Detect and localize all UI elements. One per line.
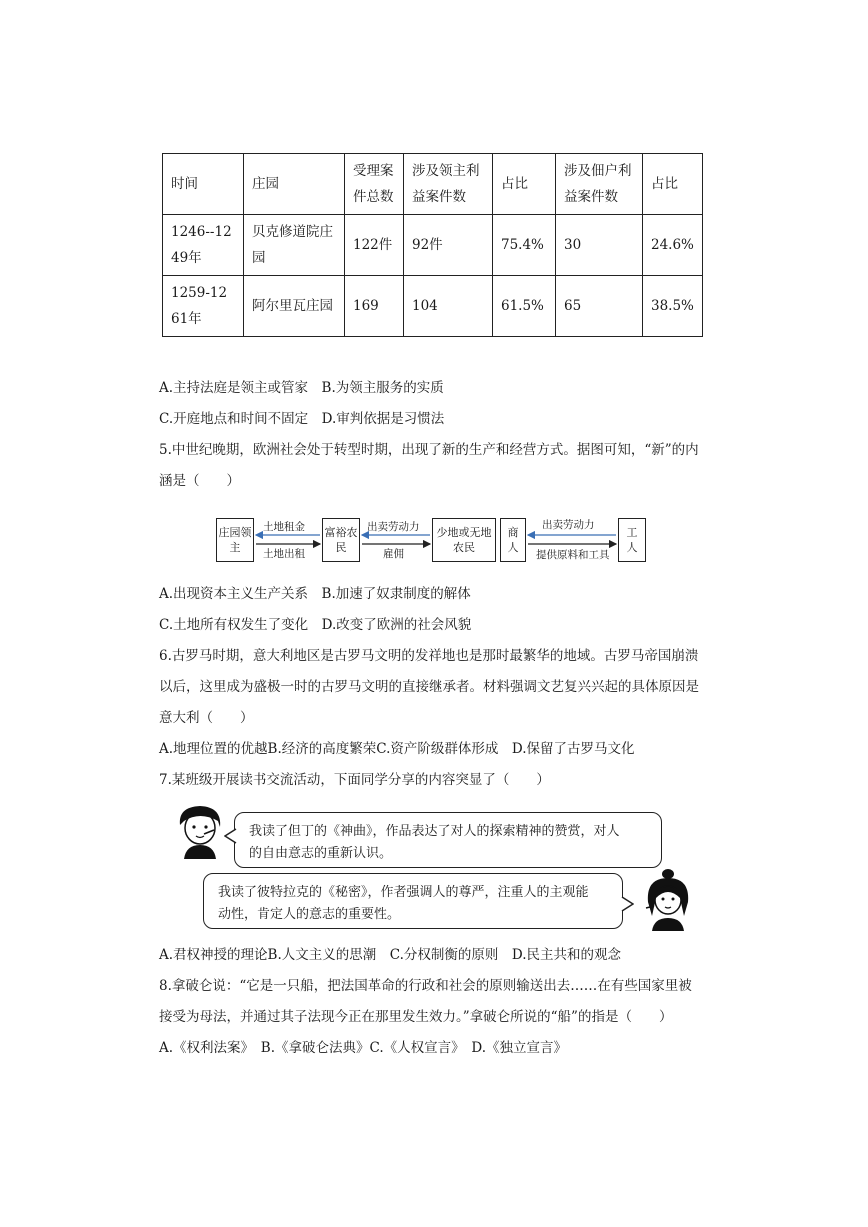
boy-figure-icon <box>174 803 226 861</box>
table-cell: 24.6% <box>643 215 703 276</box>
label-rent: 土地租金 <box>263 521 305 533</box>
table-cell: 1259-1261年 <box>163 276 244 337</box>
table-cell: 阿尔里瓦庄园 <box>244 276 345 337</box>
flow-box-merchant: 商人 <box>500 518 526 562</box>
table-header-cell: 时间 <box>163 154 244 215</box>
q4-options-line1: A.主持法庭是领主或管家 B.为领主服务的实质 <box>159 380 444 396</box>
q8-stem-line1: 8.拿破仑说：“它是一只船，把法国革命的行政和社会的原则输送出去……在有些国家里被 <box>159 978 692 994</box>
table-cell: 122件 <box>345 215 404 276</box>
flow-box-landless-farmer: 少地或无地农民 <box>432 518 496 562</box>
bubble2-line1: 我读了彼特拉克的《秘密》，作者强调人的尊严，注重人的主观能 <box>218 885 589 900</box>
q5-options-line1: A.出现资本主义生产关系 B.加速了奴隶制度的解体 <box>159 586 471 602</box>
table-cell: 61.5% <box>493 276 556 337</box>
table-cell: 75.4% <box>493 215 556 276</box>
label-supply-tools: 提供原料和工具 <box>536 549 610 561</box>
bubble1-line1: 我读了但丁的《神曲》，作品表达了对人的探索精神的赞赏，对人 <box>249 824 620 839</box>
bubble2-line2: 动性，肯定人的意志的重要性。 <box>218 907 401 922</box>
table-cell: 1246--1249年 <box>163 215 244 276</box>
q7-options: A.君权神授的理论B.人文主义的思潮 C.分权制衡的原则 D.民主共和的观念 <box>159 947 622 963</box>
q5-stem-line1: 5.中世纪晚期，欧洲社会处于转型时期，出现了新的生产和经营方式。据图可知，“新”的内 <box>159 442 699 458</box>
label-land-lease: 土地出租 <box>263 548 305 560</box>
table-header-cell: 占比 <box>493 154 556 215</box>
label-worker-labor: 出卖劳动力 <box>542 519 595 531</box>
girl-figure-icon <box>640 868 696 932</box>
q6-stem-line1: 6.古罗马时期，意大利地区是古罗马文明的发祥地也是那时最繁华的地域。古罗马帝国崩溃 <box>159 648 699 664</box>
bubble1-line2: 的自由意志的重新认识。 <box>249 846 393 861</box>
flow-box-worker: 工人 <box>618 518 646 562</box>
q8-options: A.《权利法案》 B.《拿破仑法典》C.《人权宣言》 D.《独立宣言》 <box>159 1040 568 1056</box>
speech-bubble-2 <box>203 873 623 929</box>
q7-stem: 7.某班级开展读书交流活动，下面同学分享的内容突显了（ ） <box>159 772 550 788</box>
table-cell: 贝克修道院庄园 <box>244 215 345 276</box>
table-header-cell: 占比 <box>643 154 703 215</box>
flow-box-rich-farmer: 富裕农民 <box>322 518 360 562</box>
table-cell: 38.5% <box>643 276 703 337</box>
label-labor-sell: 出卖劳动力 <box>367 521 420 533</box>
bubble1-tail <box>224 828 238 844</box>
table-header-cell: 受理案件总数 <box>345 154 404 215</box>
q5-stem-line2: 涵是（ ） <box>159 473 240 489</box>
label-hire: 雇佣 <box>383 548 404 560</box>
table-header-cell: 庄园 <box>244 154 345 215</box>
table-cell: 30 <box>556 215 643 276</box>
table-header-cell: 涉及领主利益案件数 <box>404 154 493 215</box>
q8-stem-line2: 接受为母法，并通过其子法现今正在那里发生效力。”拿破仑所说的“船”的指是（ ） <box>159 1009 673 1025</box>
q6-stem-line2: 以后，这里成为盛极一时的古罗马文明的直接继承者。材料强调文艺复兴兴起的具体原因是 <box>159 679 699 695</box>
table-cell: 169 <box>345 276 404 337</box>
q6-stem-line3: 意大利（ ） <box>159 710 254 726</box>
q6-options: A.地理位置的优越B.经济的高度繁荣C.资产阶级群体形成 D.保留了古罗马文化 <box>159 741 635 757</box>
table-header-cell: 涉及佃户利益案件数 <box>556 154 643 215</box>
speech-bubble-1 <box>234 812 662 868</box>
flow-box-lord: 庄园领主 <box>216 518 254 562</box>
q5-options-line2: C.土地所有权发生了变化 D.改变了欧洲的社会风貌 <box>159 617 472 633</box>
q4-options-line2: C.开庭地点和时间不固定 D.审判依据是习惯法 <box>159 411 445 427</box>
table-cell: 92件 <box>404 215 493 276</box>
bubble2-tail <box>620 896 634 912</box>
table-cell: 65 <box>556 276 643 337</box>
table-cell: 104 <box>404 276 493 337</box>
